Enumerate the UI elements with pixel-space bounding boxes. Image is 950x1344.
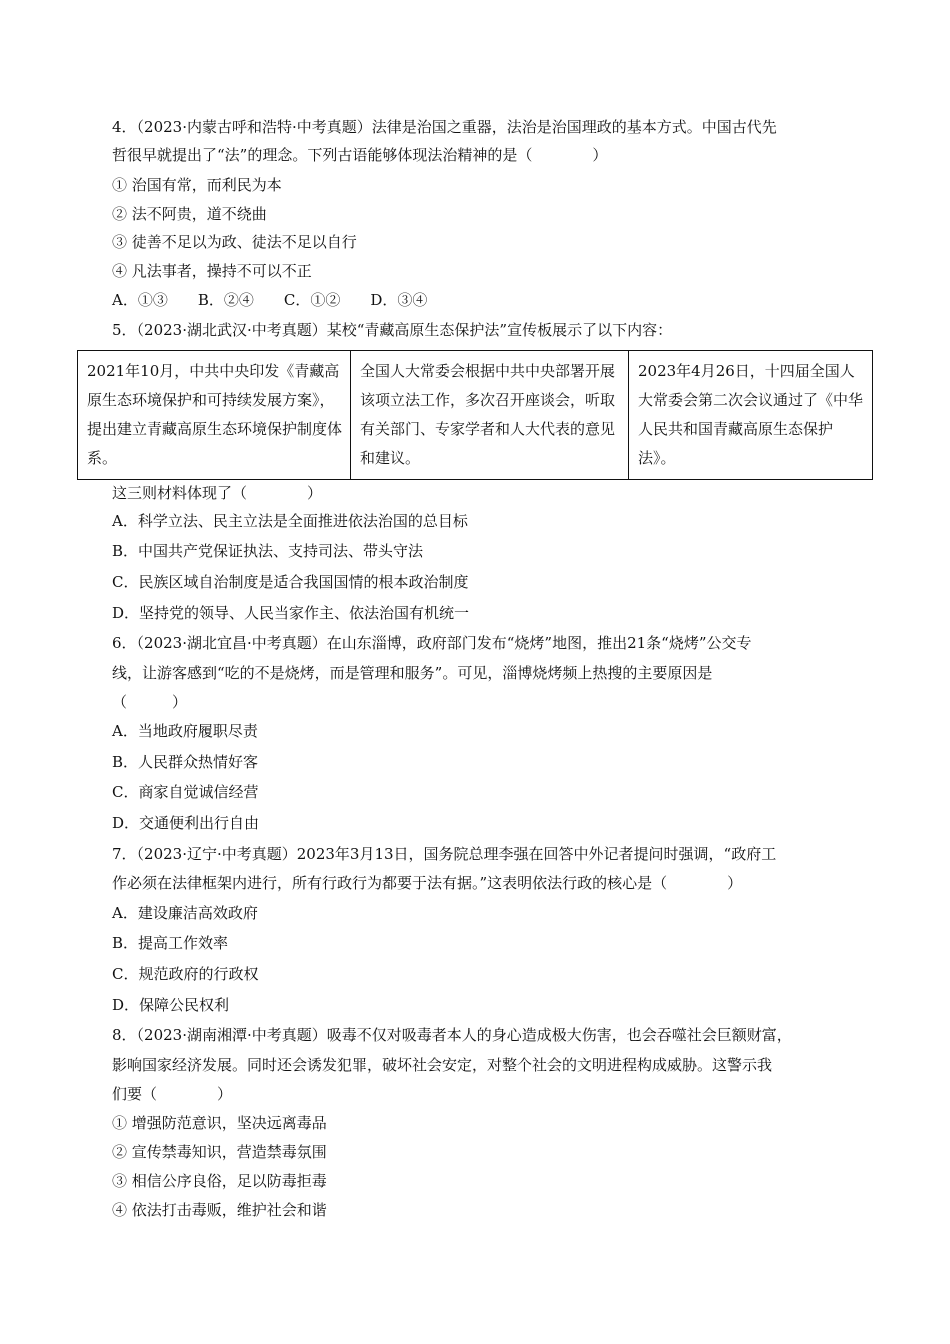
q5-option-c: C．民族区域自治制度是适合我国国情的根本政治制度 bbox=[112, 573, 469, 591]
q6-stem-line1: 6．（2023·湖北宜昌·中考真题）在山东淄博，政府部门发布“烧烤”地图，推出21条“烧烤”公交专 bbox=[112, 634, 752, 652]
q4-item-2: ② 法不阿贵，道不绕曲 bbox=[112, 205, 267, 223]
q5-option-d: D．坚持党的领导、人民当家作主、依法治国有机统一 bbox=[112, 604, 470, 622]
q5-question: 这三则材料体现了（ ） bbox=[112, 484, 323, 502]
q4-stem-line1: 4．（2023·内蒙古呼和浩特·中考真题）法律是治国之重器，法治是治国理政的基本方式。中国古代先 bbox=[112, 118, 777, 136]
q5-stem-line1: 5．（2023·湖北武汉·中考真题）某校“青藏高原生态保护法”宣传板展示了以下内容： bbox=[112, 321, 673, 339]
q7-stem-line2: 作必须在法律框架内进行，所有行政行为都要于法有据。”这表明依法行政的核心是（ ） bbox=[112, 874, 743, 892]
q6-option-b: B．人民群众热情好客 bbox=[112, 753, 259, 771]
q5-option-a: A．科学立法、民主立法是全面推进依法治国的总目标 bbox=[112, 512, 468, 530]
q6-option-c: C．商家自觉诚信经营 bbox=[112, 783, 259, 801]
q8-stem-line3: 们要（ ） bbox=[112, 1085, 233, 1103]
q7-stem-line1: 7．（2023·辽宁·中考真题）2023年3月13日，国务院总理李强在回答中外记者提问时强调，“政府工 bbox=[112, 845, 777, 863]
q8-item-3: ③ 相信公序良俗，足以防毒拒毒 bbox=[112, 1172, 327, 1190]
q4-item-4: ④ 凡法事者，操持不可以不正 bbox=[112, 262, 312, 280]
q8-stem-line1: 8．（2023·湖南湘潭·中考真题）吸毒不仅对吸毒者本人的身心造成极大伤害，也会吞噬社会巨额财富， bbox=[112, 1026, 792, 1044]
q4-item-1: ① 治国有常，而利民为本 bbox=[112, 176, 282, 194]
q8-item-2: ② 宣传禁毒知识，营造禁毒氛围 bbox=[112, 1143, 327, 1161]
q5-materials-table bbox=[77, 350, 873, 480]
q7-option-d: D．保障公民权利 bbox=[112, 996, 230, 1014]
q7-option-a: A．建设廉洁高效政府 bbox=[112, 904, 258, 922]
q6-stem-line2: 线，让游客感到“吃的不是烧烤，而是管理和服务”。可见，淄博烧烤频上热搜的主要原因是 bbox=[112, 664, 713, 682]
q6-option-d: D．交通便利出行自由 bbox=[112, 814, 260, 832]
q8-stem-line2: 影响国家经济发展。同时还会诱发犯罪，破坏社会安定，对整个社会的文明进程构成威胁。这警示我 bbox=[112, 1056, 773, 1074]
q8-item-4: ④ 依法打击毒贩，维护社会和谐 bbox=[112, 1201, 327, 1219]
q6-option-a: A．当地政府履职尽责 bbox=[112, 722, 258, 740]
q5-option-b: B．中国共产党保证执法、支持司法、带头守法 bbox=[112, 542, 424, 560]
q6-stem-line3: （ ） bbox=[112, 693, 188, 711]
q5-material-3: 2023年4月26日，十四届全国人大常委会第二次会议通过了《中华人民共和国青藏高原生态保护法》。 bbox=[629, 351, 873, 480]
q5-material-1: 2021年10月，中共中央印发《青藏高原生态环境保护和可持续发展方案》，提出建立青藏高原生态环境保护制度体系。 bbox=[78, 351, 351, 480]
q7-option-b: B．提高工作效率 bbox=[112, 934, 229, 952]
q4-options: A．①③ B．②④ C．①② D．③④ bbox=[112, 291, 428, 309]
q7-option-c: C．规范政府的行政权 bbox=[112, 965, 259, 983]
q8-item-1: ① 增强防范意识，坚决远离毒品 bbox=[112, 1114, 327, 1132]
q4-item-3: ③ 徒善不足以为政、徒法不足以自行 bbox=[112, 233, 357, 251]
q5-material-2: 全国人大常委会根据中共中央部署开展该项立法工作，多次召开座谈会，听取有关部门、专家学者和人大代表的意见和建议。 bbox=[351, 351, 629, 480]
q4-stem-line2: 哲很早就提出了“法”的理念。下列古语能够体现法治精神的是（ ） bbox=[112, 146, 608, 164]
